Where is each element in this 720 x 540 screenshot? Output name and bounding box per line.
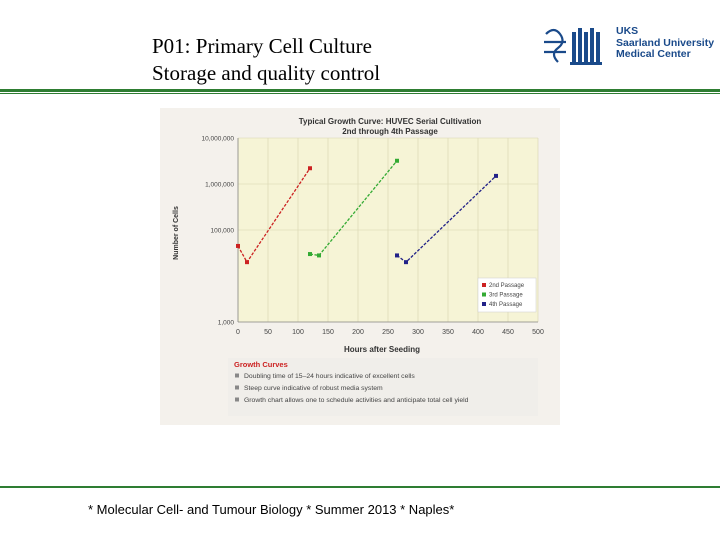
- legend-swatch: [482, 293, 486, 297]
- growth-chart-figure: [160, 108, 560, 425]
- x-tick-label: 300: [412, 329, 424, 336]
- data-point: [236, 244, 240, 248]
- logo-line3: Medical Center: [616, 48, 691, 60]
- data-point: [404, 260, 408, 264]
- y-tick-label: 1,000: [217, 319, 234, 327]
- note-item: Growth chart allows one to schedule activities and anticipate total cell yield: [244, 397, 469, 404]
- x-axis-label: Hours after Seeding: [343, 345, 421, 354]
- logo-line2: Saarland University: [616, 36, 715, 49]
- slide-title-line1: P01: Primary Cell Culture: [152, 34, 372, 58]
- x-tick-label: 50: [264, 329, 272, 336]
- logo-text: [616, 26, 714, 61]
- x-tick-label: 400: [472, 329, 484, 336]
- x-tick-label: 0: [236, 329, 240, 336]
- growth-notes: [228, 358, 538, 416]
- growth-chart: [160, 108, 560, 425]
- data-point: [395, 159, 399, 163]
- data-point: [395, 253, 399, 257]
- x-tick-label: 500: [532, 329, 544, 336]
- chart-subtitle: 2nd through 4th Passage: [342, 127, 438, 136]
- legend: [478, 278, 536, 312]
- legend-label: 3rd Passage: [489, 292, 523, 299]
- legend-label: 4th Passage: [489, 302, 523, 308]
- legend-label: 2nd Passage: [489, 283, 525, 289]
- note-item: Steep curve indicative of robust media system: [244, 385, 383, 392]
- note-item: Doubling time of 15–24 hours indicative of excellent cells: [244, 373, 415, 380]
- header-rule-thin: [0, 93, 720, 94]
- logo-line1: UKS: [616, 25, 639, 37]
- slide-title: [152, 33, 512, 87]
- slide-title-line2: Storage and quality control: [152, 61, 381, 85]
- y-axis-label: Number of Cells: [173, 206, 180, 260]
- slide-footer: * Molecular Cell- and Tumour Biology * Summer 2013 * Naples*: [88, 502, 455, 517]
- legend-swatch: [482, 302, 486, 306]
- header-rule: [0, 89, 720, 92]
- notes-title: Growth Curves: [234, 360, 288, 369]
- footer-rule: [0, 486, 720, 488]
- data-point: [308, 166, 312, 170]
- y-tick-label: 10,000,000: [201, 135, 234, 143]
- data-point: [317, 253, 321, 257]
- chart-title: Typical Growth Curve: HUVEC Serial Cultivation: [298, 117, 482, 126]
- data-point: [245, 260, 249, 264]
- note-bullet: [235, 386, 239, 390]
- x-tick-label: 350: [442, 329, 454, 336]
- y-tick-label: 100,000: [210, 227, 234, 235]
- note-bullet: [235, 398, 239, 402]
- data-point: [308, 252, 312, 256]
- x-tick-label: 150: [322, 329, 334, 336]
- data-point: [494, 174, 498, 178]
- x-tick-label: 100: [292, 329, 304, 336]
- uks-logo: [540, 22, 715, 72]
- x-tick-label: 250: [382, 329, 394, 336]
- legend-swatch: [482, 283, 486, 287]
- uks-emblem-icon: [540, 22, 610, 70]
- x-tick-label: 450: [502, 329, 514, 336]
- note-bullet: [235, 374, 239, 378]
- y-tick-label: 1,000,000: [205, 181, 234, 189]
- x-tick-label: 200: [352, 329, 364, 336]
